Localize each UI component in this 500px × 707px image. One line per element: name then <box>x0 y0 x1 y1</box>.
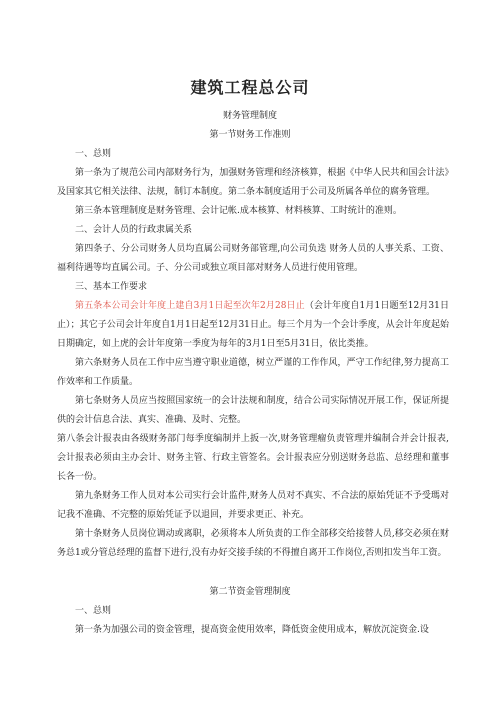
section1-heading-requirements: 三、基本工作要求 <box>75 282 148 292</box>
section1-title: 第一节财务工作准则 <box>209 130 291 140</box>
section2-title: 第二节资金管理制度 <box>209 587 291 597</box>
article-7-paragraph: 第七条财务人员应当按照国家统一的会计法规和制度，结合公司实际情况开展工作，保证所提供的会计信息合法、真实、准确、及时、完整。 <box>57 396 449 425</box>
doc-subtitle: 财务管理制度 <box>222 111 277 121</box>
section1-heading-general: 一、总则 <box>75 149 112 159</box>
article-5-highlight: 第五条本公司会计年度上建自3月1日起至次年2月28日止 <box>75 301 305 311</box>
article-10-paragraph: 第十条财务人员岗位调动或离职，必须将本人所负责的工作全部移交给接替人员,移交必须在财务总1或分管总经理的监督下进行,没有办好交接手续的不得擅自离开工作岗位,否则扣发当年工资。 <box>57 529 449 558</box>
article-5-paragraph <box>57 297 449 354</box>
article-5-rest: （会计年度自1月1日题至12月31日止）；其它子公司会计年度自1月1日起至12月31日止。每三个月为一个会计季度，从会计年度起始日期确定，如上虎的会计年度第一季度为每年的3月1日至5月31日，依比类推。 <box>57 301 449 349</box>
article-6-paragraph: 第六条财务人员在工作中应当遵守职业道德，树立严谨的工作作风，严守工作纪律,努力提高工作效率和工作质量。 <box>57 358 449 387</box>
article-4-paragraph: 第四条子、分公司财务人员均直属公司财务部管理,向公司负迭 财务人员的人事关系、工资、福利待遇等均直属公司。子、分公司或独立项目部对财务人员进行使用管理。 <box>57 244 449 273</box>
section1-heading-admin: 二、会计人员的行政隶属关系 <box>75 225 193 235</box>
article-3-paragraph: 第三条本管理制度是财务管理、会计记帐.成本核算、材料核算、工时统计的准则。 <box>75 206 402 216</box>
section2-article-1-paragraph: 第一条为加强公司的资金管理，提高资金使用效率，降低资金使用成本，解放沉淀资金.设 <box>75 625 429 635</box>
doc-title: 建筑工程总公司 <box>190 78 310 97</box>
article-8-paragraph: 第八条会计报表由各级财务部门每季度编制并上扳一次,财务管理瘤负责管理并编制合并会计报表,会计报表必须由主办会计、财务主管、行政主管签名。会计报表应分别送财务总监、总经理和董事长各一份。 <box>57 434 449 482</box>
article-9-paragraph: 第九条财务工作人员对本公司实行会计监件,财务人员对不真实、不合法的原始凭证不予受瑪对记我不准确、不完整的原始凭证予以退回，并要求更正、补充。 <box>57 491 449 520</box>
article-1-paragraph: 第一条为了规范公司内部财务行为，加强财务管理和经济核算，根据《中华人民共和国会计法》及国家其它相关法律、法规，制订本制度。第二条本制度适用于公司及所属各单位的腐务管理。 <box>57 168 449 197</box>
section2-heading-general: 一、总则 <box>75 606 112 616</box>
